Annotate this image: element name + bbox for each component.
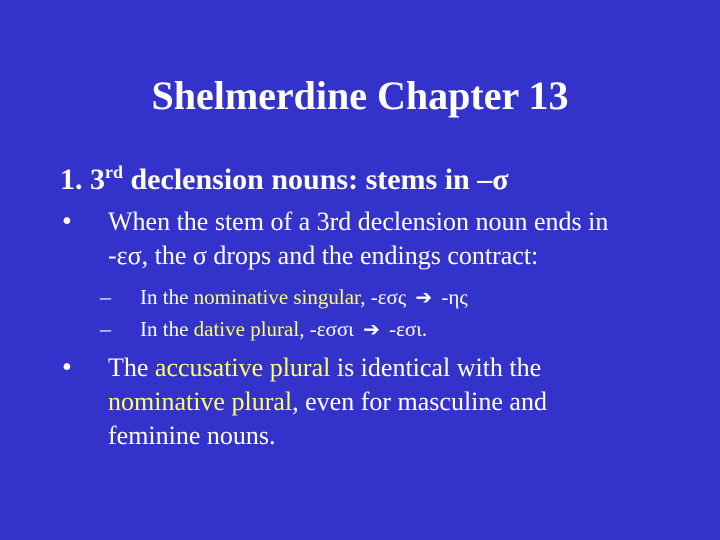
sub-bullet-1-prefix: In the xyxy=(140,285,194,309)
bullet-1-line-1: When the stem of a 3rd declension noun ends in xyxy=(108,207,609,236)
bullet-2-line-1-prefix: The xyxy=(108,353,155,382)
sub-bullet-2-highlight: dative plural xyxy=(193,317,300,341)
sub-bullet-2-prefix: In the xyxy=(140,317,194,341)
sub-bullet-1-highlight: nominative singular xyxy=(193,285,361,309)
right-arrow-icon: ➔ xyxy=(363,319,380,341)
bullet-2-line-2-suffix: , even for masculine and xyxy=(292,387,547,416)
heading-text: declension nouns: stems in –σ xyxy=(123,163,509,196)
sub-bullet-1 xyxy=(140,284,468,311)
bullet-2-line-2 xyxy=(108,386,547,418)
sub-bullet-marker-2: – xyxy=(100,316,111,341)
right-arrow-icon: ➔ xyxy=(415,287,433,309)
bullet-marker-1: • xyxy=(62,206,72,237)
sub-bullet-marker-1: – xyxy=(100,284,111,309)
bullet-marker-2: • xyxy=(62,352,72,383)
sub-bullet-2 xyxy=(140,316,427,343)
sub-bullet-1-result: -ης xyxy=(436,285,468,309)
bullet-2-line-1 xyxy=(108,352,541,384)
heading-superscript: rd xyxy=(105,162,123,182)
bullet-2-line-3: feminine nouns. xyxy=(108,421,276,450)
sub-bullet-2-result: -εσι. xyxy=(383,317,428,341)
heading-number: 1. 3 xyxy=(60,163,105,196)
bullet-1-line-2: -εσ, the σ drops and the endings contract: xyxy=(108,241,539,270)
bullet-2-highlight-accusative: accusative plural xyxy=(154,353,331,382)
bullet-2-line-1-suffix: is identical with the xyxy=(330,353,542,382)
bullet-2-highlight-nominative: nominative plural xyxy=(108,387,293,416)
section-heading xyxy=(60,162,509,198)
sub-bullet-2-form: , -εσσι xyxy=(299,317,354,341)
sub-bullet-1-form: , -εσς xyxy=(360,285,407,309)
slide-title: Shelmerdine Chapter 13 xyxy=(151,73,569,118)
